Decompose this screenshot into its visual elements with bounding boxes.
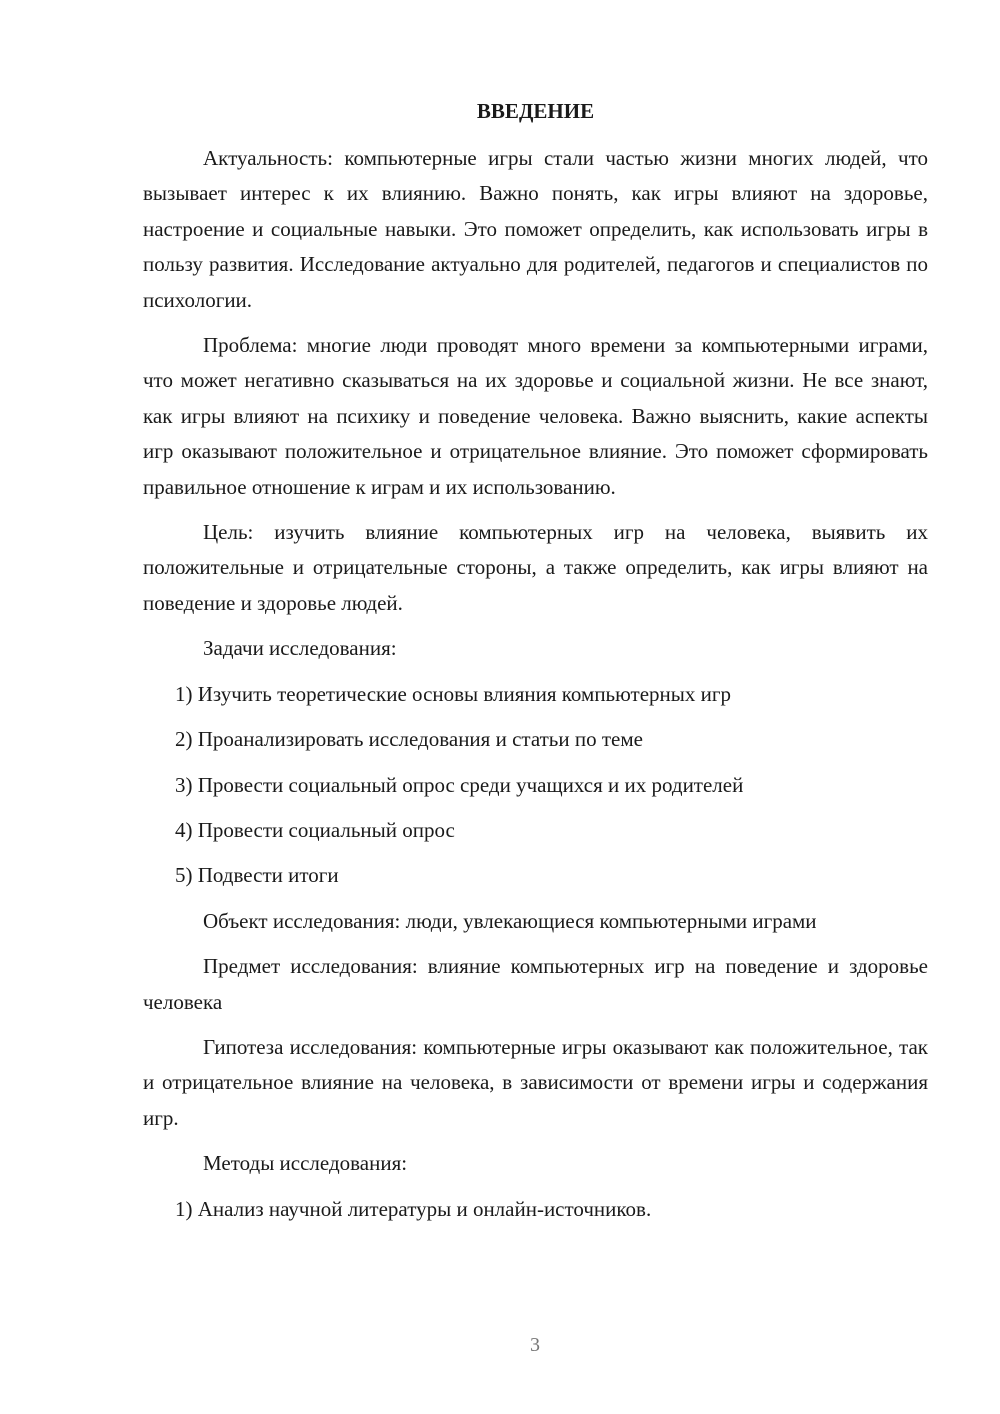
- methods-list: [143, 1192, 928, 1227]
- list-item: 4) Провести социальный опрос: [175, 817, 455, 842]
- object-paragraph: Объект исследования: люди, увлекающиеся компьютерными играми: [203, 908, 817, 933]
- relevance-paragraph: Актуальность: компьютерные игры стали частью жизни многих людей, что вызывает интерес к их влиянию. Важно понять, как игры влияют на здоровье, настроение и социальные навыки. Это поможет определить, как использовать игры в пользу развития. Исследование актуально для родителей, педагогов и специалистов по психологии.: [143, 146, 928, 312]
- page-number: 3: [530, 1334, 540, 1356]
- subject-paragraph: Предмет исследования: влияние компьютерных игр на поведение и здоровье человека: [143, 954, 928, 1014]
- hypothesis-paragraph: Гипотеза исследования: компьютерные игры оказывают как положительное, так и отрицательное влияние на человека, в зависимости от времени игры и содержания игр.: [143, 1034, 928, 1130]
- page-title: ВВЕДЕНИЕ: [476, 99, 595, 123]
- list-item: 2) Проанализировать исследования и статьи по теме: [175, 727, 643, 752]
- goal-paragraph: Цель: изучить влияние компьютерных игр на человека, выявить их положительные и отрицательные стороны, а также определить, как игры влияют на поведение и здоровье людей.: [143, 520, 928, 615]
- page-content: [143, 96, 928, 1237]
- list-item: 1) Анализ научной литературы и онлайн-источников.: [175, 1196, 652, 1221]
- tasks-list: [143, 677, 928, 894]
- methods-heading: Методы исследования:: [203, 1151, 408, 1176]
- tasks-heading: Задачи исследования:: [203, 636, 397, 661]
- problem-paragraph: Проблема: многие люди проводят много времени за компьютерными играми, что может негативно сказываться на их здоровье и социальной жизни. Не все знают, как игры влияют на психику и поведение человека. Важно выяснить, какие аспекты игр оказывают положительное и отрицательное влияние. Это поможет сформировать правильное отношение к играм и их использованию.: [143, 333, 928, 499]
- list-item: 3) Провести социальный опрос среди учащихся и их родителей: [175, 772, 744, 797]
- list-item: 1) Изучить теоретические основы влияния компьютерных игр: [175, 681, 731, 706]
- list-item: 5) Подвести итоги: [175, 863, 339, 888]
